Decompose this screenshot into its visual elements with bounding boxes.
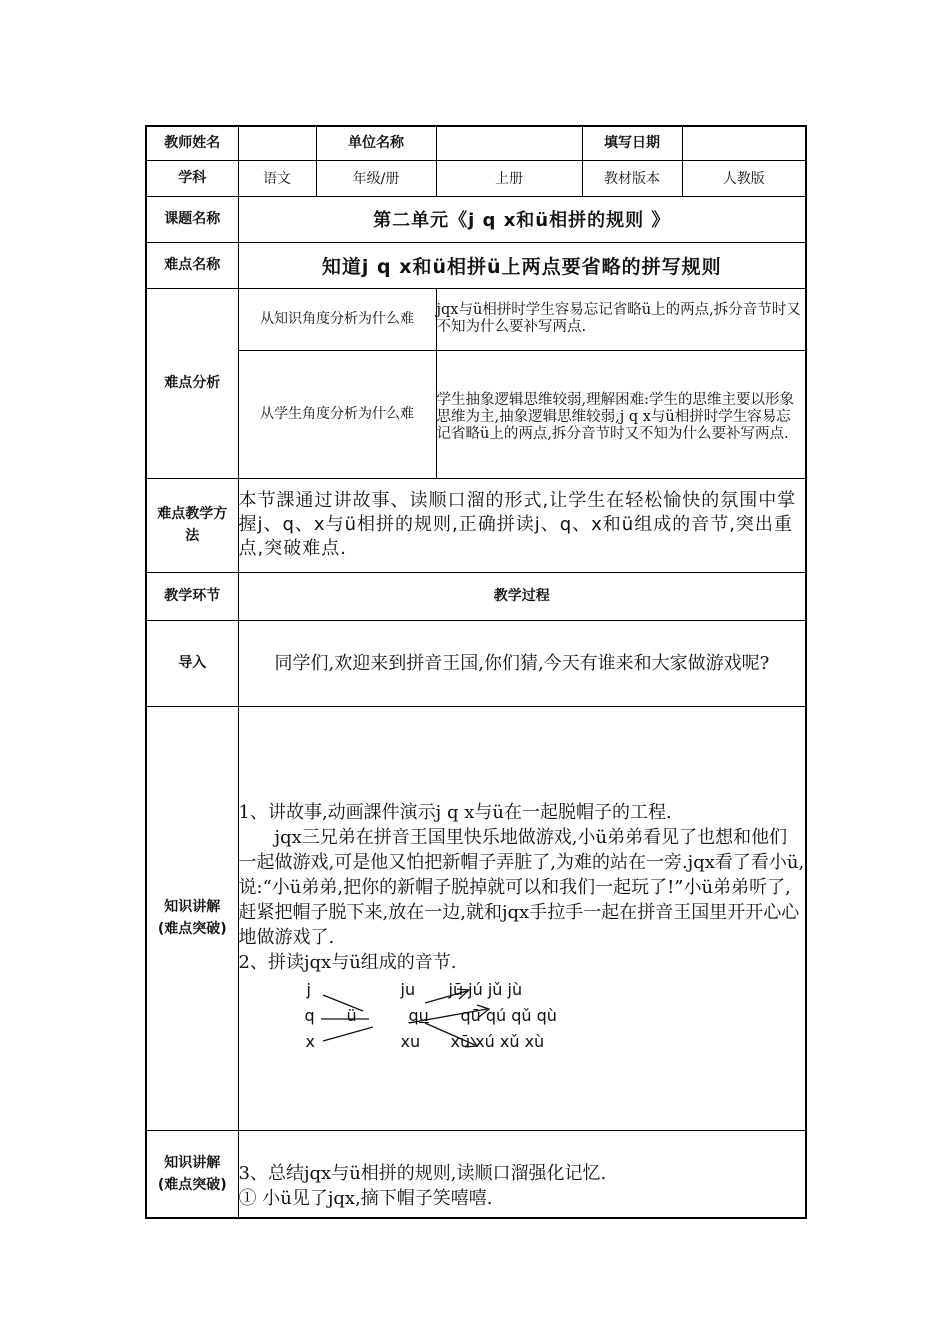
tones-x: xū xú xǔ xù: [450, 1031, 545, 1051]
grade-label: 年级/册: [316, 160, 436, 196]
initial-x: x: [305, 1031, 315, 1051]
syllable-xu: xu: [400, 1031, 421, 1051]
knowledge-row-2: [146, 1130, 806, 1218]
step-3-text: 3、总结jqx与ü相拼的规则,读顺口溜强化记忆.: [238, 1163, 607, 1184]
topic-label: 课题名称: [146, 196, 238, 242]
arrow-x-u: [323, 1027, 373, 1041]
syllable-ju: ju: [400, 979, 416, 999]
student-angle-text: 学生抽象逻辑思维较弱,理解困难:学生的思维主要以形象思维为主,抽象逻辑思维较弱,j q x与ü相拼时学生容易忘记省略ü上的两点,拆分音节时又不知为什么要补写两点.: [436, 350, 806, 478]
edition-value: 人教版: [682, 160, 806, 196]
syllable-qu: qu: [408, 1005, 429, 1025]
knowledge-cell-1: [238, 706, 806, 1130]
topic-title: 第二单元《j q x和ü相拼的规则 》: [238, 196, 806, 242]
tones-q: qū qú qǔ qù: [460, 1005, 557, 1025]
story-text: jqx三兄弟在拼音王国里快乐地做游戏,小ü弟弟看见了也想和他们一起做游戏,可是他又怕把新帽子弄脏了,为难的站在一旁.jqx看了看小ü,说:“小ü弟弟,把你的新帽子脱掉就可以和我们一起玩了!”小ü弟弟听了,赶紧把帽子脱下来,放在一边,就和jqx手拉手一起在拼音王国里开开心心地做游戏了.: [238, 826, 805, 948]
intro-label: 导入: [146, 620, 238, 706]
initial-q: q: [304, 1005, 315, 1025]
lesson-plan-table: [145, 125, 807, 1219]
difficulty-title: 知道j q x和ü相拼ü上两点要省略的拼写规则: [238, 242, 806, 288]
arrow-xu: [425, 1023, 475, 1045]
intro-text: 同学们,欢迎来到拼音王国,你们猜,今天有谁来和大家做游戏呢?: [274, 652, 770, 674]
student-angle-label: 从学生角度分析为什么难: [238, 350, 436, 478]
difficulty-row: [146, 242, 806, 288]
arrow-qu: [409, 1009, 487, 1023]
pinyin-arrows: [239, 975, 659, 1065]
rhyme-1-text: ① 小ü见了jqx,摘下帽子笑嘻嘻.: [238, 1188, 493, 1209]
step-1-text: 1、讲故事,动画課件演示j q x与ü在一起脱帽子的工程.: [238, 801, 672, 823]
knowledge-label-2: 知识讲解(难点突破): [146, 1130, 238, 1218]
analysis-row-student: [146, 350, 806, 478]
pinyin-diagram: [239, 975, 806, 1065]
teacher-name-label: 教师姓名: [146, 126, 238, 160]
vowel-u: ü: [346, 1005, 357, 1025]
fill-date-value: [682, 126, 806, 160]
method-row: [146, 478, 806, 572]
tones-j: jū jú jǔ jù: [448, 979, 523, 999]
fill-date-label: 填写日期: [582, 126, 682, 160]
analysis-row-knowledge: [146, 288, 806, 350]
header-row-1: [146, 126, 806, 160]
initial-j: j: [306, 979, 311, 999]
unit-name-label: 单位名称: [316, 126, 436, 160]
arrow-j-u: [323, 995, 363, 1011]
intro-cell: [238, 620, 806, 706]
topic-row: [146, 196, 806, 242]
knowledge-label-1: 知识讲解(难点突破): [146, 706, 238, 1130]
method-label: 难点教学方法: [146, 478, 238, 572]
step-2-text: 2、拼读jqx与ü组成的音节.: [238, 951, 457, 973]
subject-value: 语文: [238, 160, 316, 196]
analysis-label: 难点分析: [146, 288, 238, 478]
grade-value: 上册: [436, 160, 582, 196]
process-header-row: [146, 572, 806, 620]
subject-label: 学科: [146, 160, 238, 196]
teaching-process-label: 教学过程: [238, 572, 806, 620]
knowledge-row-1: [146, 706, 806, 1130]
unit-name-value: [436, 126, 582, 160]
difficulty-label: 难点名称: [146, 242, 238, 288]
teaching-stage-label: 教学环节: [146, 572, 238, 620]
knowledge-angle-text: jqx与ü相拼时学生容易忘记省略ü上的两点,拆分音节时又不知为什么要补写两点.: [436, 288, 806, 350]
intro-row: [146, 620, 806, 706]
method-text: 本节課通过讲故事、读顺口溜的形式,让学生在轻松愉快的氛围中掌握j、q、x与ü相拼的规则,正确拼读j、q、x和ü组成的音节,突出重点,突破难点.: [238, 478, 806, 572]
header-row-2: [146, 160, 806, 196]
teacher-name-value: [238, 126, 316, 160]
knowledge-cell-2: [238, 1130, 806, 1218]
edition-label: 教材版本: [582, 160, 682, 196]
knowledge-angle-label: 从知识角度分析为什么难: [238, 288, 436, 350]
